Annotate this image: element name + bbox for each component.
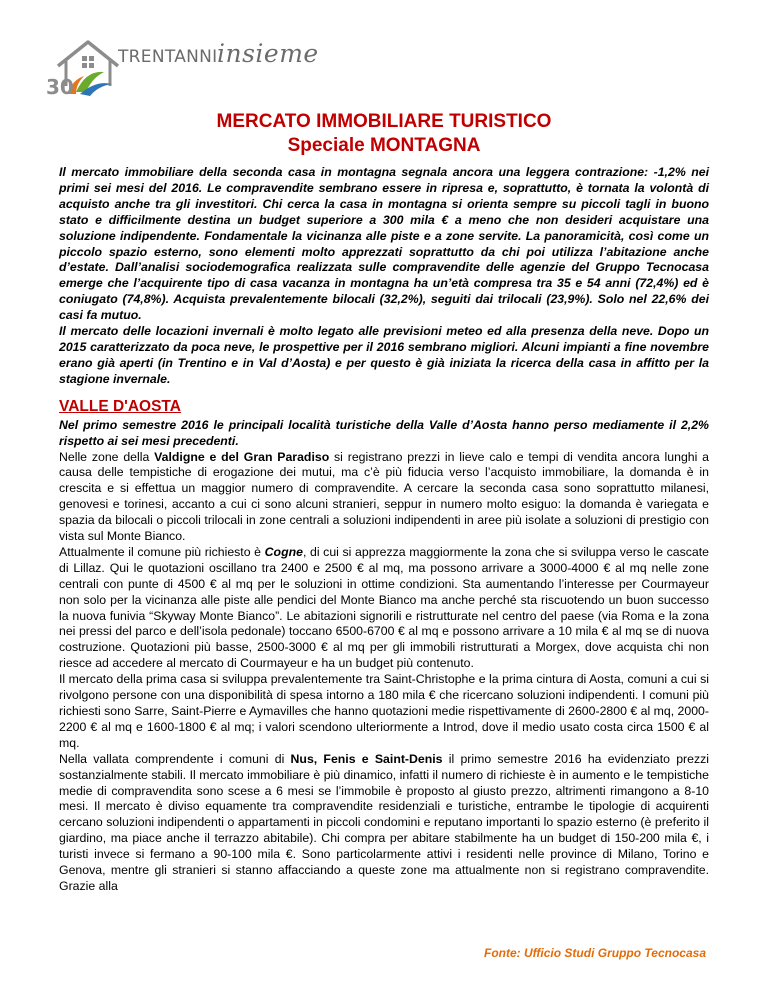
section-lead: Nel primo semestre 2016 le principali località turistiche della Valle d’Aosta hanno perso mediamente il 2,2% rispetto ai sei mesi precedenti.: [59, 417, 709, 448]
logo-house-icon: [46, 36, 126, 98]
logo-number: 30: [46, 75, 74, 98]
source-footer: Fonte: Ufficio Studi Gruppo Tecnocasa: [483, 946, 706, 960]
body-paragraph: Nella vallata comprendente i comuni di Nus, Fenis e Saint-Denis il primo semestre 2016 ha evidenziato prezzi sostanzialmente stabili. Il mercato immobiliare è più dinamico, infatti il numero di richieste è in aumento e le tempistiche medie di compravendita sono scese a 6 mesi se l’immobile è proposto al giusto prezzo, altrimenti rimangono a 8-10 mesi. Il mercato è diviso equamente tra compravendite residenziali e turistiche, entrambe le tipologie di acquirenti cercano soluzioni indipendenti o appartamenti in piccoli condomini e reputano importanti lo spazio esterno (è preferito il giardino, ma piace anche il terrazzo abitabile). Chi compra per abitare stabilmente ha un budget di 150-200 mila €, i turisti invece si fermano a 90-100 mila €. Sono particolarmente attivi i residenti nelle province di Milano, Torino e Genova, mentre gli stranieri si stanno affacciando a queste zone ma attualmente non si registrano compravendite. Grazie alla: [59, 751, 709, 893]
intro-paragraph: Il mercato delle locazioni invernali è molto legato alle previsioni meteo ed alla presenza della neve. Dopo un 2015 caratterizzato da poca neve, le prospettive per il 2016 sembrano migliori. Alcuni impianti a fine novembre erano già aperti (in Trentino e in Val d’Aosta) e per questo è già iniziata la ricerca della casa in affitto per la stagione invernale.: [59, 324, 709, 386]
section-heading: VALLE D'AOSTA: [59, 397, 181, 415]
company-logo: [46, 36, 346, 98]
body-paragraph: Nelle zone della Valdigne e del Gran Paradiso si registrano prezzi in lieve calo e tempi di vendita ancora lunghi a causa delle tempistiche di erogazione dei mutui, ma c’è più fiducia verso l’acquisto immobiliare, la domanda è in crescita e si effettua un maggior numero di compravendite. A cercare la seconda casa sono soprattutto milanesi, genovesi e torinesi, accanto a cui ci sono alcuni stranieri, seppur in numero molto esiguo: la domanda è variegata e spazia da bilocali o piccoli trilocali in zone centrali a soluzioni indipendenti in aree più isolate a soluzioni di prestigio con vista sul Monte Bianco.: [59, 449, 710, 544]
logo-brand-main: TRENTANNI: [118, 47, 218, 67]
body-paragraph: Il mercato della prima casa si sviluppa prevalentemente tra Saint-Christophe e la prima cintura di Aosta, comuni a cui si rivolgono persone con una disponibilità di spesa intorno a 180 mila € che ricercano soluzioni indipendenti. I comuni più richiesti sono Sarre, Saint-Pierre e Aymavilles che hanno quotazioni medie rispettivamente di 2600-2800 € al mq, 2000-2200 € al mq e 1600-1800 € al mq; i valori scendono ulteriormente a Introd, dove il medio usato costa circa 1500 € al mq.: [59, 672, 709, 750]
logo-brand-script: insieme: [217, 39, 319, 68]
article-body: [59, 165, 709, 895]
page-subtitle: Speciale MONTAGNA: [287, 135, 481, 156]
intro-paragraph: Il mercato immobiliare della seconda casa in montagna segnala ancora una leggera contrazione: -1,2% nei primi sei mesi del 2016. Le compravendite sembrano essere in ripresa e, soprattutto, è tornata la volontà di acquisto anche tra gli investitori. Chi cerca la casa in montagna si orienta sempre su piccoli tagli in buono stato e difficilmente destina un budget superiore a 300 mila € a meno che non desideri acquistare una soluzione indipendente. Fondamentale la vicinanza alle piste e a zone servite. La panoramicità, così come un piccolo spazio esterno, sono elementi molto apprezzati soprattutto da chi poi utilizza l’abitazione anche d’estate. Dall’analisi sociodemografica realizzata sulle compravendite delle agenzie del Gruppo Tecnocasa emerge che l’acquirente tipo di casa vacanza in montagna ha un’età compresa tra 35 e 54 anni (72,4%) ed è coniugato (74,8%). Acquista prevalentemente bilocali (32,2%), seguiti dai trilocali (23,9%). Solo nel 22,6% dei casi fa mutuo.: [59, 165, 709, 323]
page-title: MERCATO IMMOBILIARE TURISTICO: [216, 111, 552, 132]
body-paragraph: Attualmente il comune più richiesto è Cogne, di cui si apprezza maggiormente la zona che si sviluppa verso le cascate di Lillaz. Qui le quotazioni oscillano tra 2400 e 2500 € al mq, ma possono arrivare a 3000-4000 € al mq nelle zone centrali con punte di 4500 € al mq per le soluzioni in ottime condizioni. Sta aumentando l’interesse per Courmayeur non solo per la vicinanza alle piste alle pendici del Monte Bianco ma anche perché sta riscuotendo un buon successo la nuova funivia “Skyway Monte Bianco”. Le abitazioni signorili e ristrutturate nel centro del paese (via Roma e la zona nei pressi del parco e dell’isola pedonale) toccano 6500-6700 € al mq e possono arrivare a 10 mila € al mq se di nuova costruzione. Quotazioni più basse, 2500-3000 € al mq per gli immobili ristrutturati a Morgex, dove acquista chi non riesce ad accedere al mercato di Courmayeur e ha un budget più contenuto.: [59, 544, 709, 671]
